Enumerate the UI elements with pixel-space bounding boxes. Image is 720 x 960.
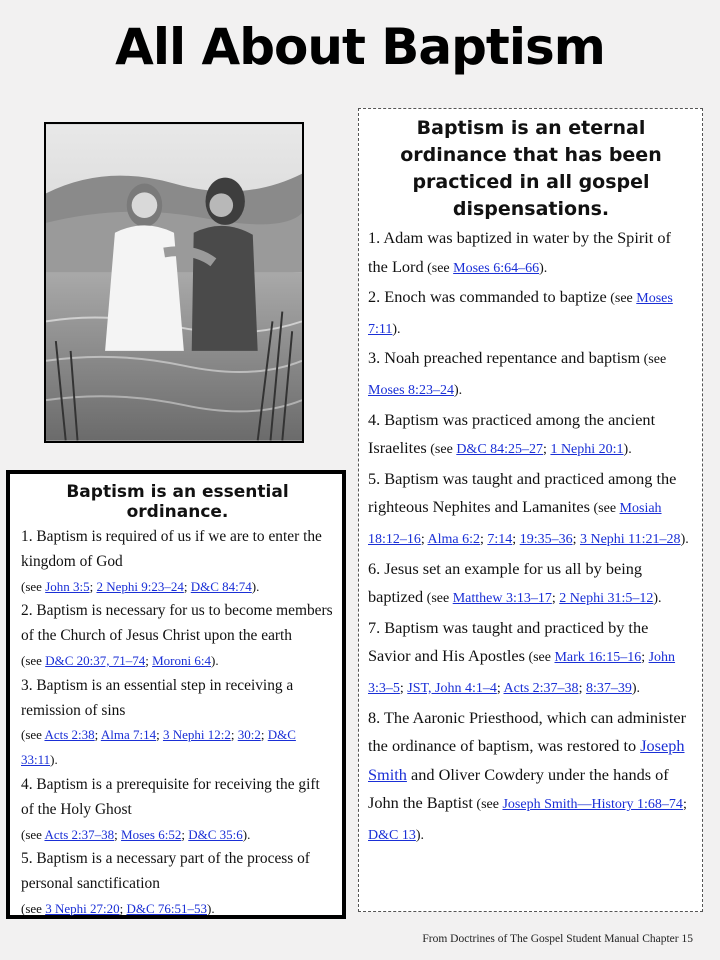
scripture-link[interactable]: Mark 16:15–16	[554, 650, 642, 666]
item-text: 8. The Aaronic Priesthood, which can administer the ordinance of baptism, was restored to	[368, 707, 687, 756]
scripture-references: (see Joseph Smith—History 1:68–74; D&C 13).	[368, 797, 687, 843]
scripture-link[interactable]: D&C 20:37, 71–74	[45, 652, 146, 668]
item-text: 4. Baptism is a prerequisite for receiving the gift of the Holy Ghost	[21, 775, 320, 818]
item-text: 2. Enoch was commanded to baptize	[368, 287, 607, 307]
scripture-link[interactable]: Alma 6:2	[427, 531, 481, 547]
scripture-references: (see Acts 2:38; Alma 7:14; 3 Nephi 12:2; 30:2; D&C 33:11).	[21, 727, 296, 768]
scripture-link[interactable]: D&C 13	[368, 827, 416, 843]
item-text: 3. Baptism is an essential step in receiving a remission of sins	[21, 676, 294, 719]
right-list-item	[368, 406, 694, 465]
scripture-link[interactable]: Moses 8:23–24	[368, 382, 454, 398]
scripture-link[interactable]: Moroni 6:4	[152, 652, 211, 668]
joseph-smith-link[interactable]: Joseph Smith	[368, 736, 685, 784]
scripture-link[interactable]: Acts 2:37–38	[44, 826, 115, 842]
scripture-references: (see Moses 8:23–24).	[368, 352, 667, 398]
baptism-photo	[44, 122, 304, 443]
scripture-link[interactable]: Acts 2:38	[44, 727, 95, 743]
item-text: 6. Jesus set an example for us all by being baptized	[368, 558, 643, 607]
right-list-item	[368, 555, 694, 614]
item-text: 3. Noah preached repentance and baptism	[368, 348, 641, 368]
left-list-item	[21, 599, 334, 673]
right-list-item	[368, 465, 694, 555]
left-list	[21, 525, 334, 922]
right-heading: Baptism is an eternal ordinance that has been practiced in all gospel dispensations.	[400, 117, 662, 220]
page-title: All About Baptism	[115, 18, 605, 76]
scripture-references: (see D&C 84:25–27; 1 Nephi 20:1).	[426, 442, 632, 458]
right-list	[368, 224, 694, 850]
right-list-item	[368, 224, 694, 283]
scripture-references: (see Acts 2:37–38; Moses 6:52; D&C 35:6).	[21, 826, 251, 842]
left-list-item	[21, 674, 334, 773]
scripture-link[interactable]: 8:37–39	[585, 680, 632, 696]
scripture-references: (see Mosiah 18:12–16; Alma 6:2; 7:14; 19:35–36; 3 Nephi 11:21–28).	[368, 501, 689, 547]
scripture-link[interactable]: Alma 7:14	[100, 727, 157, 743]
right-list-item	[368, 614, 694, 704]
left-heading: Baptism is an essential ordinance.	[66, 482, 289, 522]
scripture-link[interactable]: 7:14	[487, 531, 513, 547]
scripture-references: (see John 3:5; 2 Nephi 9:23–24; D&C 84:74).	[21, 578, 260, 594]
scripture-link[interactable]: Joseph Smith—History 1:68–74	[502, 797, 683, 813]
scripture-link[interactable]: 2 Nephi 31:5–12	[559, 591, 654, 607]
item-text: 5. Baptism was taught and practiced among the righteous Nephites and Lamanites	[368, 468, 677, 517]
scripture-link[interactable]: Acts 2:37–38	[503, 680, 579, 696]
scripture-link[interactable]: Mosiah 18:12–16	[368, 501, 662, 547]
scripture-link[interactable]: Moses 6:64–66	[453, 260, 540, 276]
scripture-references: (see Mark 16:15–16; John 3:3–5; JST, John 4:1–4; Acts 2:37–38; 8:37–39).	[368, 650, 676, 696]
scripture-link[interactable]: D&C 84:74	[190, 578, 252, 594]
scripture-link[interactable]: Moses 6:52	[121, 826, 182, 842]
scripture-link[interactable]: Matthew 3:13–17	[452, 591, 552, 607]
scripture-link[interactable]: JST, John 4:1–4	[407, 680, 497, 696]
right-list-item	[368, 344, 694, 405]
scripture-link[interactable]: D&C 33:11	[21, 727, 296, 768]
essential-ordinance-box	[6, 470, 346, 919]
item-text: 1. Baptism is required of us if we are to enter the kingdom of God	[21, 528, 322, 570]
item-text: 5. Baptism is a necessary part of the process of personal sanctification	[21, 850, 310, 893]
left-list-item	[21, 525, 334, 599]
scripture-references: (see 3 Nephi 27:20; D&C 76:51–53).	[21, 900, 215, 916]
scripture-link[interactable]: 1 Nephi 20:1	[550, 442, 624, 458]
scripture-link[interactable]: 3 Nephi 27:20	[45, 900, 120, 916]
scripture-link[interactable]: D&C 35:6	[188, 826, 243, 842]
scripture-link[interactable]: Moses 7:11	[368, 291, 673, 337]
scripture-link[interactable]: 19:35–36	[519, 531, 573, 547]
scripture-link[interactable]: D&C 84:25–27	[456, 442, 544, 458]
eternal-ordinance-box	[358, 108, 703, 912]
left-list-item	[21, 847, 334, 921]
right-list-item	[368, 283, 694, 344]
scripture-link[interactable]: John 3:3–5	[368, 650, 676, 696]
scripture-references: (see Moses 6:64–66).	[423, 260, 548, 276]
scripture-link[interactable]: 30:2	[237, 727, 261, 743]
item-text: 7. Baptism was taught and practiced by the Savior and His Apostles	[368, 617, 649, 666]
scripture-references: (see Matthew 3:13–17; 2 Nephi 31:5–12).	[423, 591, 662, 607]
item-text: 2. Baptism is necessary for us to become members of the Church of Jesus Christ upon the earth	[21, 602, 333, 645]
scripture-link[interactable]: 3 Nephi 11:21–28	[579, 531, 681, 547]
scripture-references: (see D&C 20:37, 71–74; Moroni 6:4).	[21, 652, 219, 668]
scripture-link[interactable]: John 3:5	[45, 578, 90, 594]
right-list-item	[368, 704, 694, 851]
left-list-item	[21, 773, 334, 847]
source-credit: From Doctrines of The Gospel Student Manual Chapter 15	[422, 933, 693, 945]
scripture-references: (see Moses 7:11).	[368, 291, 673, 337]
scripture-link[interactable]: D&C 76:51–53	[126, 900, 207, 916]
scripture-link[interactable]: 3 Nephi 12:2	[162, 727, 231, 743]
item-text-continued: and Oliver Cowdery under the hands of John the Baptist	[368, 764, 669, 813]
scripture-link[interactable]: 2 Nephi 9:23–24	[96, 578, 184, 594]
item-text: 1. Adam was baptized in water by the Spirit of the Lord	[368, 228, 671, 276]
item-text: 4. Baptism was practiced among the ancient Israelites	[368, 409, 656, 458]
